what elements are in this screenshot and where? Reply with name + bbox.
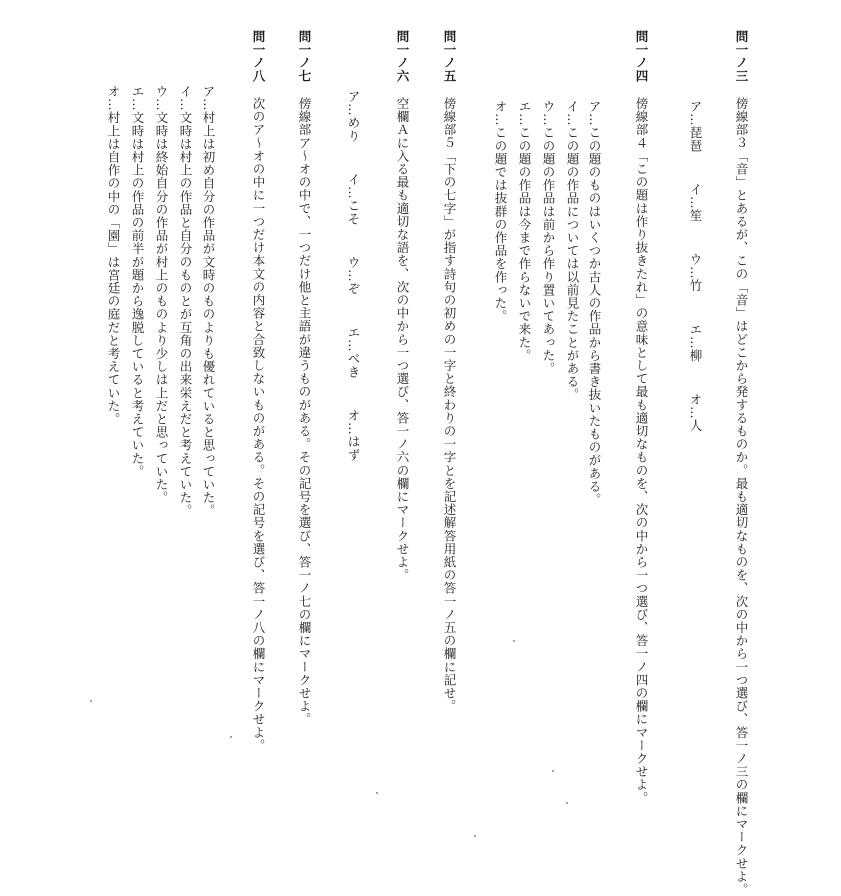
question-label: 問一ノ五 <box>442 30 457 83</box>
option-e: エ…この題の作品は今まで作らないで来た。 <box>517 100 532 362</box>
question-text: 傍線部４「この題は作り抜きたれ」の意味として最も適切なものを、次の中から一つ選び、答一ノ四の欄にマークせよ。 <box>634 96 649 805</box>
question-label: 問一ノ四 <box>634 30 649 83</box>
question-label: 問一ノ三 <box>734 30 749 83</box>
question-1-5 <box>442 30 456 713</box>
question-1-4 <box>634 30 648 804</box>
question-1-3 <box>734 30 748 896</box>
scan-speck <box>552 770 554 772</box>
scan-speck <box>474 835 476 837</box>
option-u: ウ…竹 <box>688 252 703 293</box>
question-label: 問一ノ六 <box>395 30 410 83</box>
question-1-7 <box>297 30 311 726</box>
option-a: ア…村上は初め自分の作品が文時のものよりも優れていると思っていた。 <box>201 85 216 518</box>
option-e: エ…文時は村上の作品の前半が題から逸脱していると考えていた。 <box>130 85 145 478</box>
scan-speck <box>513 640 515 642</box>
option-o: オ…人 <box>688 392 703 432</box>
option-e: エ…柳 <box>688 322 703 363</box>
question-text: 傍線部ア～オの中で、一つだけ他と主語が違うものがある。その記号を選び、答一ノ七の欄にマークせよ。 <box>297 96 312 726</box>
scan-speck <box>566 802 568 804</box>
question-1-6 <box>395 30 409 582</box>
option-a: ア…めり <box>346 90 361 143</box>
options-1-6 <box>346 90 360 487</box>
question-label: 問一ノ八 <box>251 30 266 83</box>
option-i: イ…この題の作品については以前見たことがある。 <box>565 100 580 402</box>
option-a: ア…琵琶 <box>688 100 703 153</box>
question-text: 次のア～オの中に一つだけ本文の内容と合致しないものがある。その記号を選び、答一ノ八の欄にマークせよ。 <box>251 96 266 752</box>
question-text: 空欄Ａに入る最も適切な語を、次の中から一つ選び、答一ノ六の欄にマークせよ。 <box>395 96 410 582</box>
scan-speck <box>376 792 378 794</box>
option-a: ア…この題のものはいくつか古人の作品から書き抜いたものがある。 <box>587 100 602 507</box>
option-i: イ…笙 <box>688 182 703 223</box>
option-e: エ…べき <box>346 325 361 379</box>
question-text: 傍線部５「下の七字」が指す詩句の初めの一字と終わりの一字とを記述解答用紙の答一ノ五の欄に記せ。 <box>442 96 457 713</box>
option-i: イ…文時は村上の作品と自分のものとが互角の出来栄えだと考えていた。 <box>178 85 193 518</box>
question-1-8 <box>251 30 265 752</box>
option-o: オ…村上は自作の中の「園」は宮廷の庭だと考えていた。 <box>106 85 121 426</box>
question-label: 問一ノ七 <box>297 30 312 83</box>
option-u: ウ…文時は終始自分の作品が村上のものより少しは上だと思っていた。 <box>154 85 169 505</box>
option-o: オ…この題では抜群の作品を作った。 <box>493 100 508 323</box>
option-u: ウ…ぞ <box>346 255 361 296</box>
option-i: イ…こそ <box>346 172 361 226</box>
scan-speck <box>90 700 92 702</box>
option-u: ウ…この題の作品は前から作り置いてあった。 <box>541 100 556 376</box>
option-o: オ…はず <box>346 408 361 462</box>
options-1-3 <box>688 100 702 458</box>
scan-speck <box>230 736 232 738</box>
question-text: 傍線部３「音」とあるが、この「音」はどこから発するものか。最も適切なものを、次の中から一つ選び、答一ノ三の欄にマークせよ。 <box>734 96 749 896</box>
